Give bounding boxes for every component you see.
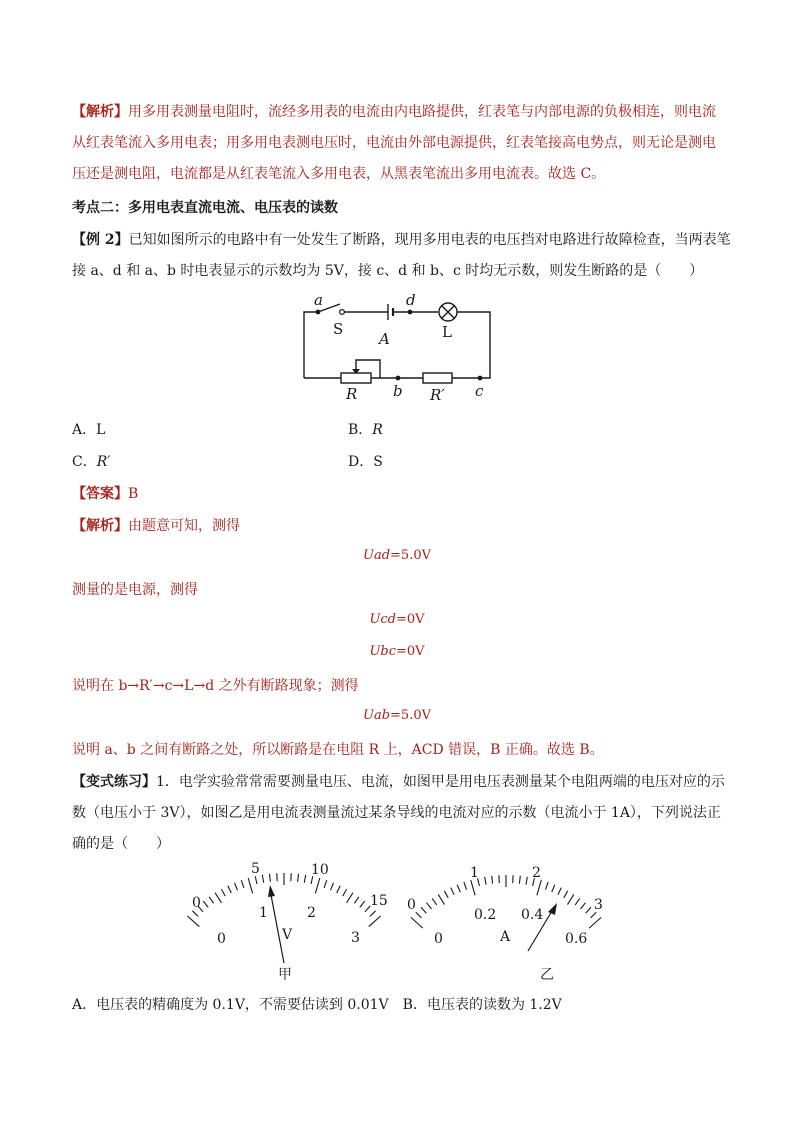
a-top-3: 3	[594, 897, 603, 913]
v-top-0: 0	[192, 895, 201, 911]
ammeter-tick	[416, 912, 422, 918]
resistor-r-prime	[423, 373, 452, 383]
ammeter-tick	[519, 876, 520, 884]
a-bot-06: 0.6	[565, 931, 588, 947]
node-d	[408, 310, 413, 315]
v-unit: V	[282, 927, 293, 943]
label-d: d	[406, 292, 416, 309]
choice-c: C．R′	[72, 454, 111, 470]
ammeter-tick	[586, 907, 591, 913]
ammeter-tick	[485, 877, 486, 885]
ammeter-tick	[526, 877, 527, 885]
ammeter-tick	[427, 903, 432, 909]
example-2-line-2: 接 a、d 和 a、b 时电表显示的示数均为 5V，接 c、d 和 b、c 时均无示数，则发生断路的是（ ）	[72, 263, 704, 279]
ammeter-tick	[564, 891, 568, 898]
ammeter-tick	[581, 903, 586, 909]
v-bot-3: 3	[351, 930, 360, 946]
voltmeter-tick	[369, 916, 381, 927]
ammeter-tick	[492, 876, 493, 884]
voltmeter-tick	[192, 911, 198, 917]
voltmeter-tick	[203, 901, 208, 907]
voltmeter-tick	[354, 897, 359, 904]
analysis-1-line-1: 【解析】用多用表测量电阻时，流经多用表的电流由内电路提供，红表笔与内部电源的负极相连，则电流	[72, 104, 716, 120]
analysis-1-line-2: 从红表笔流入多用电表；用多用电表测电压时，电流由外部电源提供，红表笔接高电势点，则无论是测电	[72, 135, 716, 151]
a-bot-0: 0	[434, 931, 443, 947]
exercise-line-1: 【变式练习】1．电学实验常常需要测量电压、电流，如图甲是用电压表测量某个电阻两端的电压对应的示	[72, 774, 725, 790]
exercise-options: A．电压表的精确度为 0.1V，不需要估读到 0.01V B．电压表的读数为 1.2V	[72, 997, 562, 1013]
a-top-2: 2	[532, 865, 541, 881]
voltmeter-tick	[209, 897, 214, 904]
voltmeter-tick	[235, 883, 238, 890]
voltmeter-tick	[298, 874, 299, 882]
ammeter-tick	[589, 917, 601, 928]
analysis-1-line-3: 压还是测电阻，电流都是从红表笔流入多用电表，从黑表笔流出多用电流表。故选 C。	[72, 166, 606, 182]
voltmeter-tick	[343, 889, 347, 896]
exercise-line-3: 确的是（ ）	[72, 836, 170, 852]
voltmeter-tick	[228, 886, 232, 893]
equation-uab: Uab=5.0V	[363, 708, 431, 723]
analysis-2-line-1: 【解析】由题意可知，测得	[72, 518, 240, 534]
v-caption: 甲	[278, 967, 292, 983]
v-bot-0: 0	[217, 931, 226, 947]
voltmeter-tick	[277, 873, 278, 881]
voltmeter-tick	[304, 875, 305, 883]
ammeter-tick	[451, 888, 454, 895]
label-c: c	[475, 382, 484, 400]
label-s: S	[333, 320, 344, 338]
label-r-prime: R′	[430, 386, 445, 404]
ammeter-tick	[421, 907, 426, 913]
node-a	[316, 310, 321, 315]
voltmeter-tick	[187, 916, 199, 927]
a-bot-02: 0.2	[474, 907, 497, 923]
voltmeter-tick	[215, 893, 221, 903]
choice-b: B．R	[348, 422, 383, 438]
ammeter-tick	[546, 882, 549, 890]
voltmeter-tick	[262, 875, 263, 883]
label-slider-a: A	[379, 330, 390, 348]
ammeter-dial	[402, 855, 622, 985]
voltmeter-tick	[291, 873, 292, 881]
analysis-2-line-3: 说明在 b→R′→c→L→d 之外有断路现象；测得	[72, 678, 359, 694]
ammeter-tick	[444, 891, 448, 898]
node-b	[396, 376, 401, 381]
example-2-line-1: 【例 2】已知如图所示的电路中有一处发生了断路，现用多用电表的电压挡对电路进行故障检查，当两表笔	[72, 232, 731, 248]
voltmeter-tick	[255, 876, 257, 884]
section-heading: 考点二：多用电表直流电流、电压表的读数	[72, 200, 338, 216]
ammeter-tick	[411, 917, 423, 928]
equation-ubc: Ubc=0V	[369, 644, 425, 659]
ammeter-tick	[591, 912, 597, 918]
equation-ucd: Ucd=0V	[369, 612, 425, 627]
ammeter-tick	[457, 885, 460, 892]
voltmeter-tick	[241, 880, 244, 888]
label-a: a	[314, 292, 323, 309]
ammeter-tick	[552, 885, 555, 892]
v-bot-1: 1	[259, 905, 268, 921]
ammeter-tick	[575, 898, 580, 905]
analysis-2-line-4: 说明 a、b 之间有断路之处，所以断路是在电阻 R 上，ACD 错误，B 正确。故选 B。	[72, 742, 604, 758]
answer-line: 【答案】B	[72, 486, 139, 502]
voltmeter-tick	[331, 883, 334, 890]
ammeter-tick	[438, 894, 444, 904]
rheostat-r	[341, 373, 371, 383]
voltmeter-tick	[248, 878, 252, 893]
a-top-0: 0	[407, 897, 416, 913]
ammeter-tick	[471, 880, 475, 895]
choice-d: D．S	[348, 454, 383, 470]
analysis-2-line-2: 测量的是电源，测得	[72, 582, 198, 598]
label-r: R	[346, 385, 358, 403]
exercise-line-2: 数（电压小于 3V），如图乙是用电流表测量流过某条导线的电流对应的示数（电流小于 1A），下列说法正	[72, 805, 721, 821]
node-c	[478, 376, 483, 381]
v-top-10: 10	[311, 862, 329, 878]
ammeter-tick	[568, 894, 574, 904]
label-l: L	[442, 323, 452, 341]
a-top-1: 1	[470, 865, 479, 881]
a-unit: A	[500, 929, 511, 945]
voltmeter-tick	[270, 874, 271, 882]
ammeter-tick	[464, 882, 467, 890]
a-caption: 乙	[540, 967, 554, 983]
equation-uad: Uad=5.0V	[363, 548, 431, 563]
voltmeter-tick	[221, 889, 225, 896]
voltmeter-tick	[337, 886, 341, 893]
label-b: b	[393, 382, 403, 400]
a-bot-04: 0.4	[521, 907, 544, 923]
voltmeter-tick	[370, 911, 376, 917]
choice-a: A．L	[72, 422, 106, 438]
ammeter-tick	[558, 888, 561, 895]
ammeter-tick	[537, 880, 541, 895]
voltmeter-tick	[315, 878, 319, 893]
voltmeter-tick	[324, 880, 327, 888]
v-bot-2: 2	[307, 905, 316, 921]
v-top-5: 5	[251, 861, 260, 877]
voltmeter-dial	[180, 855, 400, 985]
voltmeter-tick	[360, 901, 365, 907]
circuit-diagram	[290, 292, 505, 407]
v-top-15: 15	[370, 893, 388, 909]
ammeter-tick	[432, 898, 437, 905]
voltmeter-tick	[347, 893, 353, 903]
